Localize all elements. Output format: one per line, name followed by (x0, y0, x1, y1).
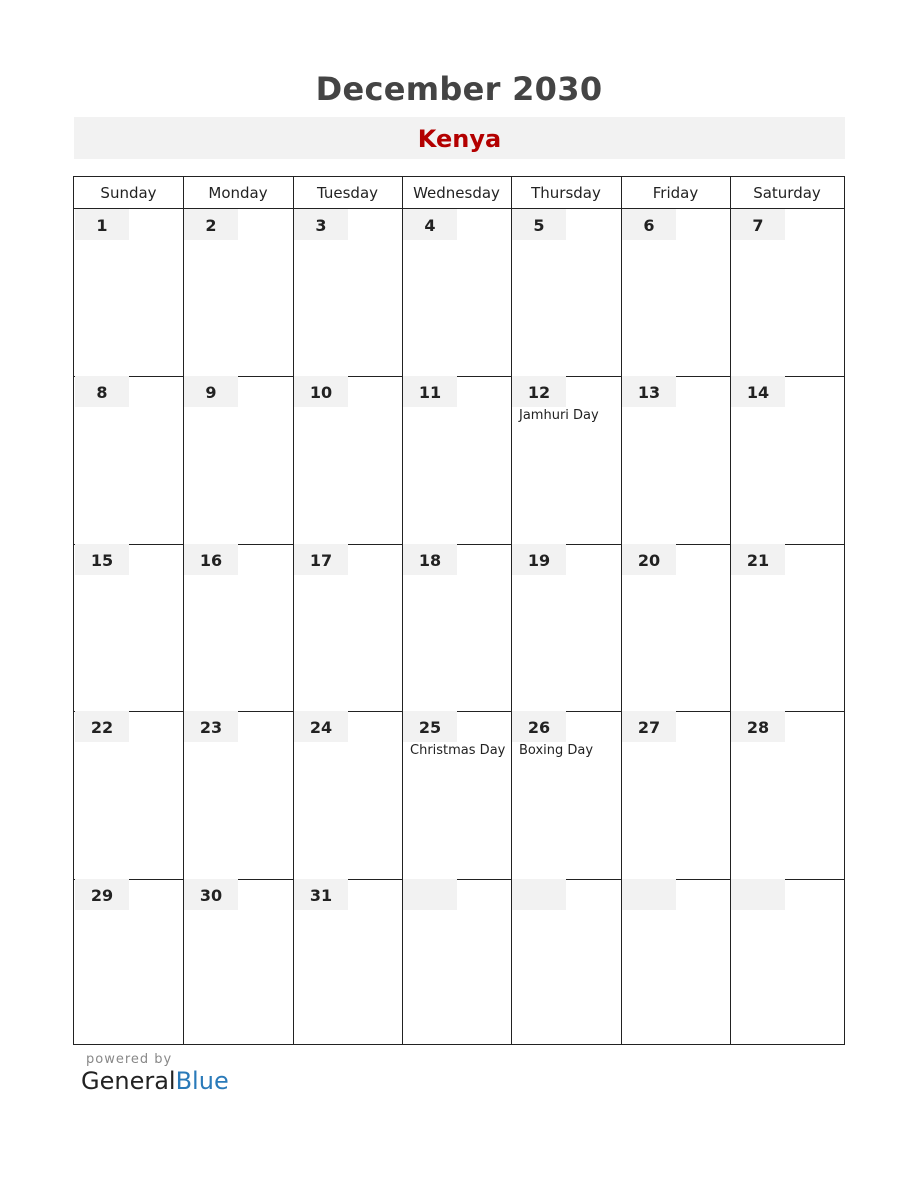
day-cell[interactable] (75, 544, 183, 711)
country-banner (74, 117, 845, 159)
day-cell[interactable] (622, 544, 730, 711)
day-number: 8 (75, 376, 129, 407)
day-cell[interactable] (294, 376, 402, 543)
day-cell[interactable] (622, 711, 730, 878)
brand-general-text: General (81, 1067, 176, 1095)
day-number: 18 (403, 544, 457, 575)
day-cell[interactable] (403, 879, 511, 1046)
day-cell[interactable] (294, 544, 402, 711)
day-number: 4 (403, 209, 457, 240)
day-cell[interactable] (731, 544, 844, 711)
day-cell[interactable] (403, 376, 511, 543)
day-number: 25 (403, 711, 457, 742)
day-cell[interactable] (75, 711, 183, 878)
day-number: 12 (512, 376, 566, 407)
generalblue-logo[interactable] (81, 1067, 229, 1095)
day-number: 24 (294, 711, 348, 742)
day-cell[interactable] (512, 879, 621, 1046)
weekday-header-thursday: Thursday (531, 184, 601, 202)
day-number: 28 (731, 711, 785, 742)
holiday-label: Jamhuri Day (519, 408, 599, 423)
day-number (512, 879, 566, 910)
weekday-header-sunday: Sunday (100, 184, 157, 202)
day-cell[interactable] (512, 711, 621, 878)
calendar-title: December 2030 (315, 70, 603, 108)
weekday-header-tuesday: Tuesday (316, 184, 379, 202)
day-cell[interactable] (731, 209, 844, 376)
day-number: 30 (184, 879, 238, 910)
day-cell[interactable] (403, 209, 511, 376)
day-number: 15 (75, 544, 129, 575)
day-cell[interactable] (184, 209, 293, 376)
day-number: 9 (184, 376, 238, 407)
day-cell[interactable] (75, 209, 183, 376)
day-cell[interactable] (184, 879, 293, 1046)
weekday-header-row (74, 177, 844, 209)
day-number: 21 (731, 544, 785, 575)
day-number: 1 (75, 209, 129, 240)
day-cell[interactable] (294, 711, 402, 878)
day-number: 7 (731, 209, 785, 240)
day-number (622, 879, 676, 910)
holiday-label: Christmas Day (410, 743, 506, 758)
day-number: 6 (622, 209, 676, 240)
day-number (403, 879, 457, 910)
day-number: 20 (622, 544, 676, 575)
day-number (731, 879, 785, 910)
day-cell[interactable] (512, 209, 621, 376)
day-cell[interactable] (622, 209, 730, 376)
day-number: 27 (622, 711, 676, 742)
day-cell[interactable] (731, 879, 844, 1046)
day-number: 23 (184, 711, 238, 742)
day-cell[interactable] (403, 544, 511, 711)
weekday-header-wednesday: Wednesday (413, 184, 500, 202)
brand-blue-text: Blue (175, 1067, 229, 1095)
day-cell[interactable] (75, 879, 183, 1046)
day-number: 26 (512, 711, 566, 742)
holiday-label: Boxing Day (519, 743, 594, 758)
day-cell[interactable] (184, 544, 293, 711)
day-number: 10 (294, 376, 348, 407)
weekday-header-saturday: Saturday (753, 184, 821, 202)
day-cell[interactable] (75, 376, 183, 543)
day-number: 22 (75, 711, 129, 742)
day-number: 3 (294, 209, 348, 240)
day-number: 19 (512, 544, 566, 575)
day-number: 11 (403, 376, 457, 407)
country-name: Kenya (417, 125, 502, 153)
calendar-grid (73, 176, 845, 1045)
day-cell[interactable] (731, 711, 844, 878)
day-number: 2 (184, 209, 238, 240)
day-cell[interactable] (622, 879, 730, 1046)
day-number: 14 (731, 376, 785, 407)
weekday-header-monday: Monday (208, 184, 268, 202)
day-cell[interactable] (294, 879, 402, 1046)
day-cell[interactable] (512, 544, 621, 711)
powered-by-text: powered by (86, 1052, 173, 1067)
day-number: 29 (75, 879, 129, 910)
day-cell[interactable] (622, 376, 730, 543)
weekday-header-friday: Friday (652, 184, 699, 202)
day-cell[interactable] (731, 376, 844, 543)
day-number: 17 (294, 544, 348, 575)
day-cell[interactable] (403, 711, 511, 878)
day-cell[interactable] (184, 711, 293, 878)
day-cell[interactable] (512, 376, 621, 543)
day-number: 16 (184, 544, 238, 575)
day-number: 31 (294, 879, 348, 910)
day-number: 5 (512, 209, 566, 240)
day-cell[interactable] (184, 376, 293, 543)
day-cell[interactable] (294, 209, 402, 376)
day-number: 13 (622, 376, 676, 407)
